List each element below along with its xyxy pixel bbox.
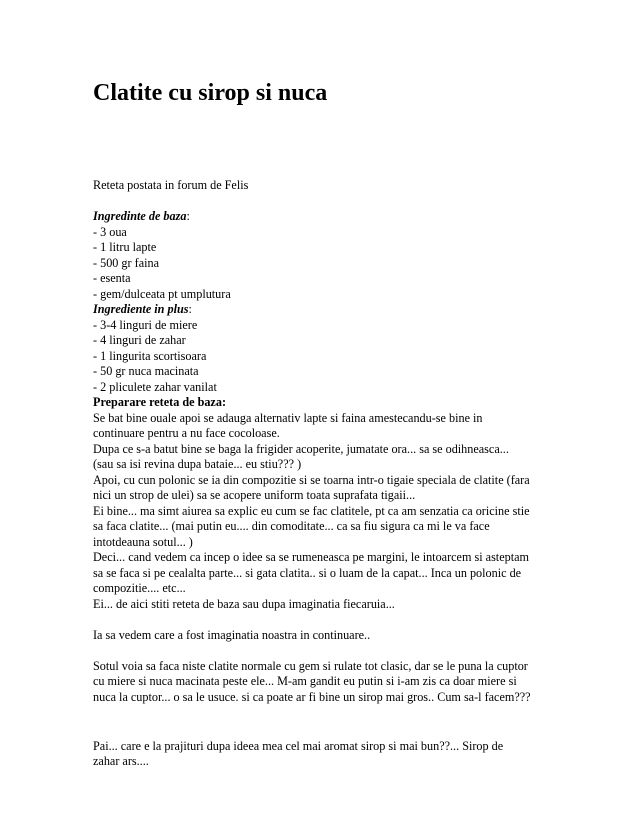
spacer bbox=[93, 723, 553, 739]
ingredient-item: - 50 gr nuca macinata bbox=[93, 364, 199, 378]
spacer bbox=[93, 194, 553, 210]
preparation-line: (sau sa isi revina dupa bataie... eu stiu??? ) bbox=[93, 457, 302, 471]
ingredient-item: - esenta bbox=[93, 271, 131, 285]
preparation-line: Se bat bine ouale apoi se adauga alternativ lapte si faina amestecandu-se bine in bbox=[93, 410, 483, 425]
preparation-line: Ei... de aici stiti reteta de baza sau dupa imaginatia fiecaruia... bbox=[93, 596, 395, 611]
final-line: Pai... care e la prajituri dupa ideea mea cel mai aromat sirop si mai bun??... Sirop de bbox=[93, 738, 504, 753]
preparation-line: Apoi, cu cun polonic se ia din compozitie si se toarna intr-o tigaie speciala de clatite (fara bbox=[93, 472, 530, 487]
spacer bbox=[93, 705, 553, 723]
continuation-line: cu miere si nuca macinata peste ele... M-am gandit eu putin si i-am zis ca doar miere si bbox=[93, 674, 517, 688]
spacer bbox=[93, 643, 553, 659]
preparation-line: compozitie.... etc... bbox=[93, 581, 186, 595]
preparation-line: intotdeauna sotul... ) bbox=[93, 534, 193, 549]
ingredient-item: - 4 linguri de zahar bbox=[93, 333, 186, 347]
continuation-line: nuca la cuptor... o sa le usuce. si ca poate ar fi bine un sirop mai gros.. Cum sa-l facem??? bbox=[93, 689, 531, 704]
preparation-line: continuare pentru a nu face cocoloase. bbox=[93, 426, 280, 440]
ingredient-item: - 500 gr faina bbox=[93, 255, 159, 270]
preparation-heading: Preparare reteta de baza: bbox=[93, 395, 226, 409]
preparation-line: Deci... cand vedem ca incep o idee sa se rumeneasca pe margini, le intoarcem si asteptam bbox=[93, 550, 529, 564]
extra-ingredients-label: Ingrediente in plus bbox=[93, 302, 189, 316]
continuation-line: Sotul voia sa faca niste clatite normale cu gem si rulate tot clasic, dar se le puna la cuptor bbox=[93, 658, 528, 673]
preparation-line: sa faca clatite... (mai putin eu.... din comoditate... ca sa fiu sigura ca mi le va face bbox=[93, 519, 490, 533]
preparation-line: Dupa ce s-a batut bine se baga la frigider acoperite, jumatate ora... sa se odihneasca... bbox=[93, 441, 509, 456]
preparation-line: Ei bine... ma simt aiurea sa explic eu cum se fac clatitele, pt ca am senzatia ca oricine stie bbox=[93, 503, 530, 518]
page-title: Clatite cu sirop si nuca bbox=[93, 80, 328, 106]
base-ingredients-label: Ingredinte de baza bbox=[93, 209, 187, 223]
preparation-line: sa se faca si pe cealalta parte... si gata clatita.. si o luam de la capat... Inca un polonic de bbox=[93, 565, 522, 580]
ingredient-item: - 1 lingurita scortisoara bbox=[93, 348, 207, 363]
recipe-content bbox=[93, 178, 553, 770]
ingredient-item: - 3-4 linguri de miere bbox=[93, 317, 198, 332]
ingredient-item: - 1 litru lapte bbox=[93, 240, 157, 254]
spacer bbox=[93, 612, 553, 628]
ingredient-item: - 2 pliculete zahar vanilat bbox=[93, 379, 217, 394]
final-line: zahar ars.... bbox=[93, 754, 149, 768]
ingredient-item: - gem/dulceata pt umplutura bbox=[93, 286, 231, 301]
continuation-intro: Ia sa vedem care a fost imaginatia noastra in continuare.. bbox=[93, 627, 371, 642]
extra-ingredients-heading: Ingrediente in plus: bbox=[93, 302, 192, 316]
base-ingredients-heading: Ingredinte de baza: bbox=[93, 209, 190, 223]
ingredient-item: - 3 oua bbox=[93, 224, 127, 239]
preparation-line: nici un strop de ulei) sa se acopere uniform toata suprafata tigaii... bbox=[93, 488, 416, 502]
source-line: Reteta postata in forum de Felis bbox=[93, 178, 249, 192]
